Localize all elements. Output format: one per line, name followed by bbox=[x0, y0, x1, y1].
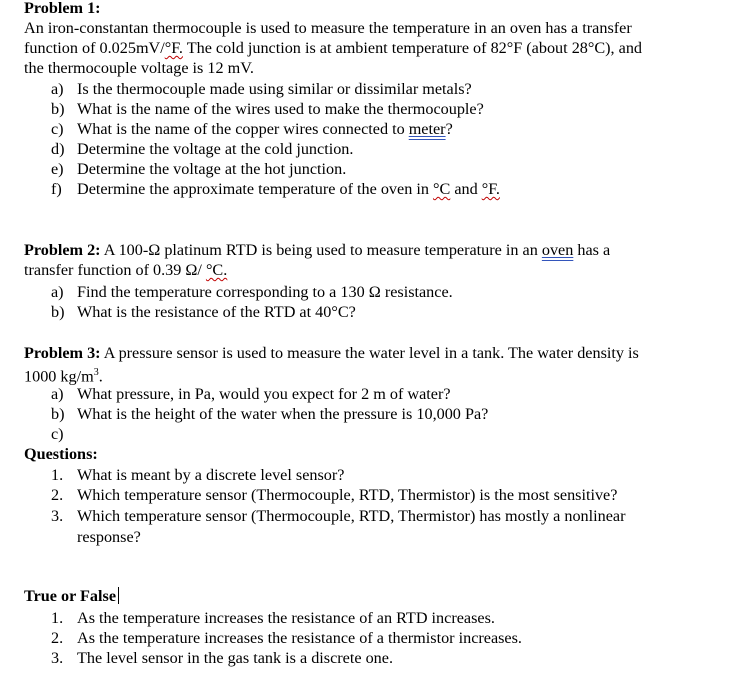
text-cursor bbox=[118, 587, 119, 604]
problem2-line1: Problem 2: A 100-Ω platinum RTD is being used to measure temperature in an oven has a bbox=[24, 241, 611, 259]
list-item: e) Determine the voltage at the hot junction. bbox=[51, 160, 347, 178]
list-item: c) What is the name of the copper wires connected to meter? bbox=[51, 120, 453, 138]
problem2-heading: Problem 2: bbox=[24, 241, 101, 259]
list-item: 3. Which temperature sensor (Thermocouple, RTD, Thermistor) has mostly a nonlinear bbox=[51, 507, 626, 525]
problem1-line1: An iron-constantan thermocouple is used to measure the temperature in an oven has a transfer bbox=[24, 19, 632, 37]
list-item: b) What is the name of the wires used to make the thermocouple? bbox=[51, 100, 484, 118]
grammar-mark: oven bbox=[541, 241, 574, 259]
list-item: 1. What is meant by a discrete level sensor? bbox=[51, 466, 345, 484]
problem2-line2: transfer function of 0.39 Ω/ °C. bbox=[24, 261, 228, 279]
truefalse-heading: True or False bbox=[24, 586, 119, 606]
spelling-mark: °C. bbox=[205, 261, 228, 279]
problem3-line2: 1000 $kg/m^3$. bbox=[24, 367, 103, 386]
grammar-mark: meter bbox=[408, 120, 446, 138]
questions-heading: Questions: bbox=[24, 445, 98, 463]
problem1-line3: the thermocouple voltage is 12 mV. bbox=[24, 59, 254, 77]
list-item: a) Find the temperature corresponding to a 130 Ω resistance. bbox=[51, 283, 453, 301]
list-item: d) Determine the voltage at the cold junction. bbox=[51, 140, 354, 158]
problem1-line2: function of 0.025mV/°F. The cold junction is at ambient temperature of 82°F (about 28°C), and bbox=[24, 39, 643, 57]
list-item: c) bbox=[51, 425, 64, 443]
problem3-heading: Problem 3: bbox=[24, 344, 101, 362]
problem1-heading: Problem 1: bbox=[24, 0, 101, 17]
list-item: f) Determine the approximate temperature of the oven in °C and °F. bbox=[51, 180, 500, 198]
list-item: b) What is the resistance of the RTD at 40°C? bbox=[51, 303, 356, 321]
list-item: 2. Which temperature sensor (Thermocouple, RTD, Thermistor) is the most sensitive? bbox=[51, 486, 618, 504]
list-item: 1. As the temperature increases the resistance of an RTD increases. bbox=[51, 609, 495, 627]
list-item: a) What pressure, in Pa, would you expect for 2 m of water? bbox=[51, 385, 451, 403]
list-item: b) What is the height of the water when the pressure is 10,000 Pa? bbox=[51, 405, 489, 423]
list-item-continuation: response? bbox=[77, 528, 141, 546]
problem3-line1: Problem 3: A pressure sensor is used to measure the water level in a tank. The water density is bbox=[24, 344, 639, 362]
list-item: 3. The level sensor in the gas tank is a discrete one. bbox=[51, 649, 394, 667]
list-item: a) Is the thermocouple made using similar or dissimilar metals? bbox=[51, 80, 472, 98]
spelling-mark: °C bbox=[432, 180, 451, 198]
spelling-mark: °F. bbox=[481, 180, 500, 198]
list-item: 2. As the temperature increases the resistance of a thermistor increases. bbox=[51, 629, 522, 647]
spelling-mark: °F. bbox=[164, 39, 183, 57]
